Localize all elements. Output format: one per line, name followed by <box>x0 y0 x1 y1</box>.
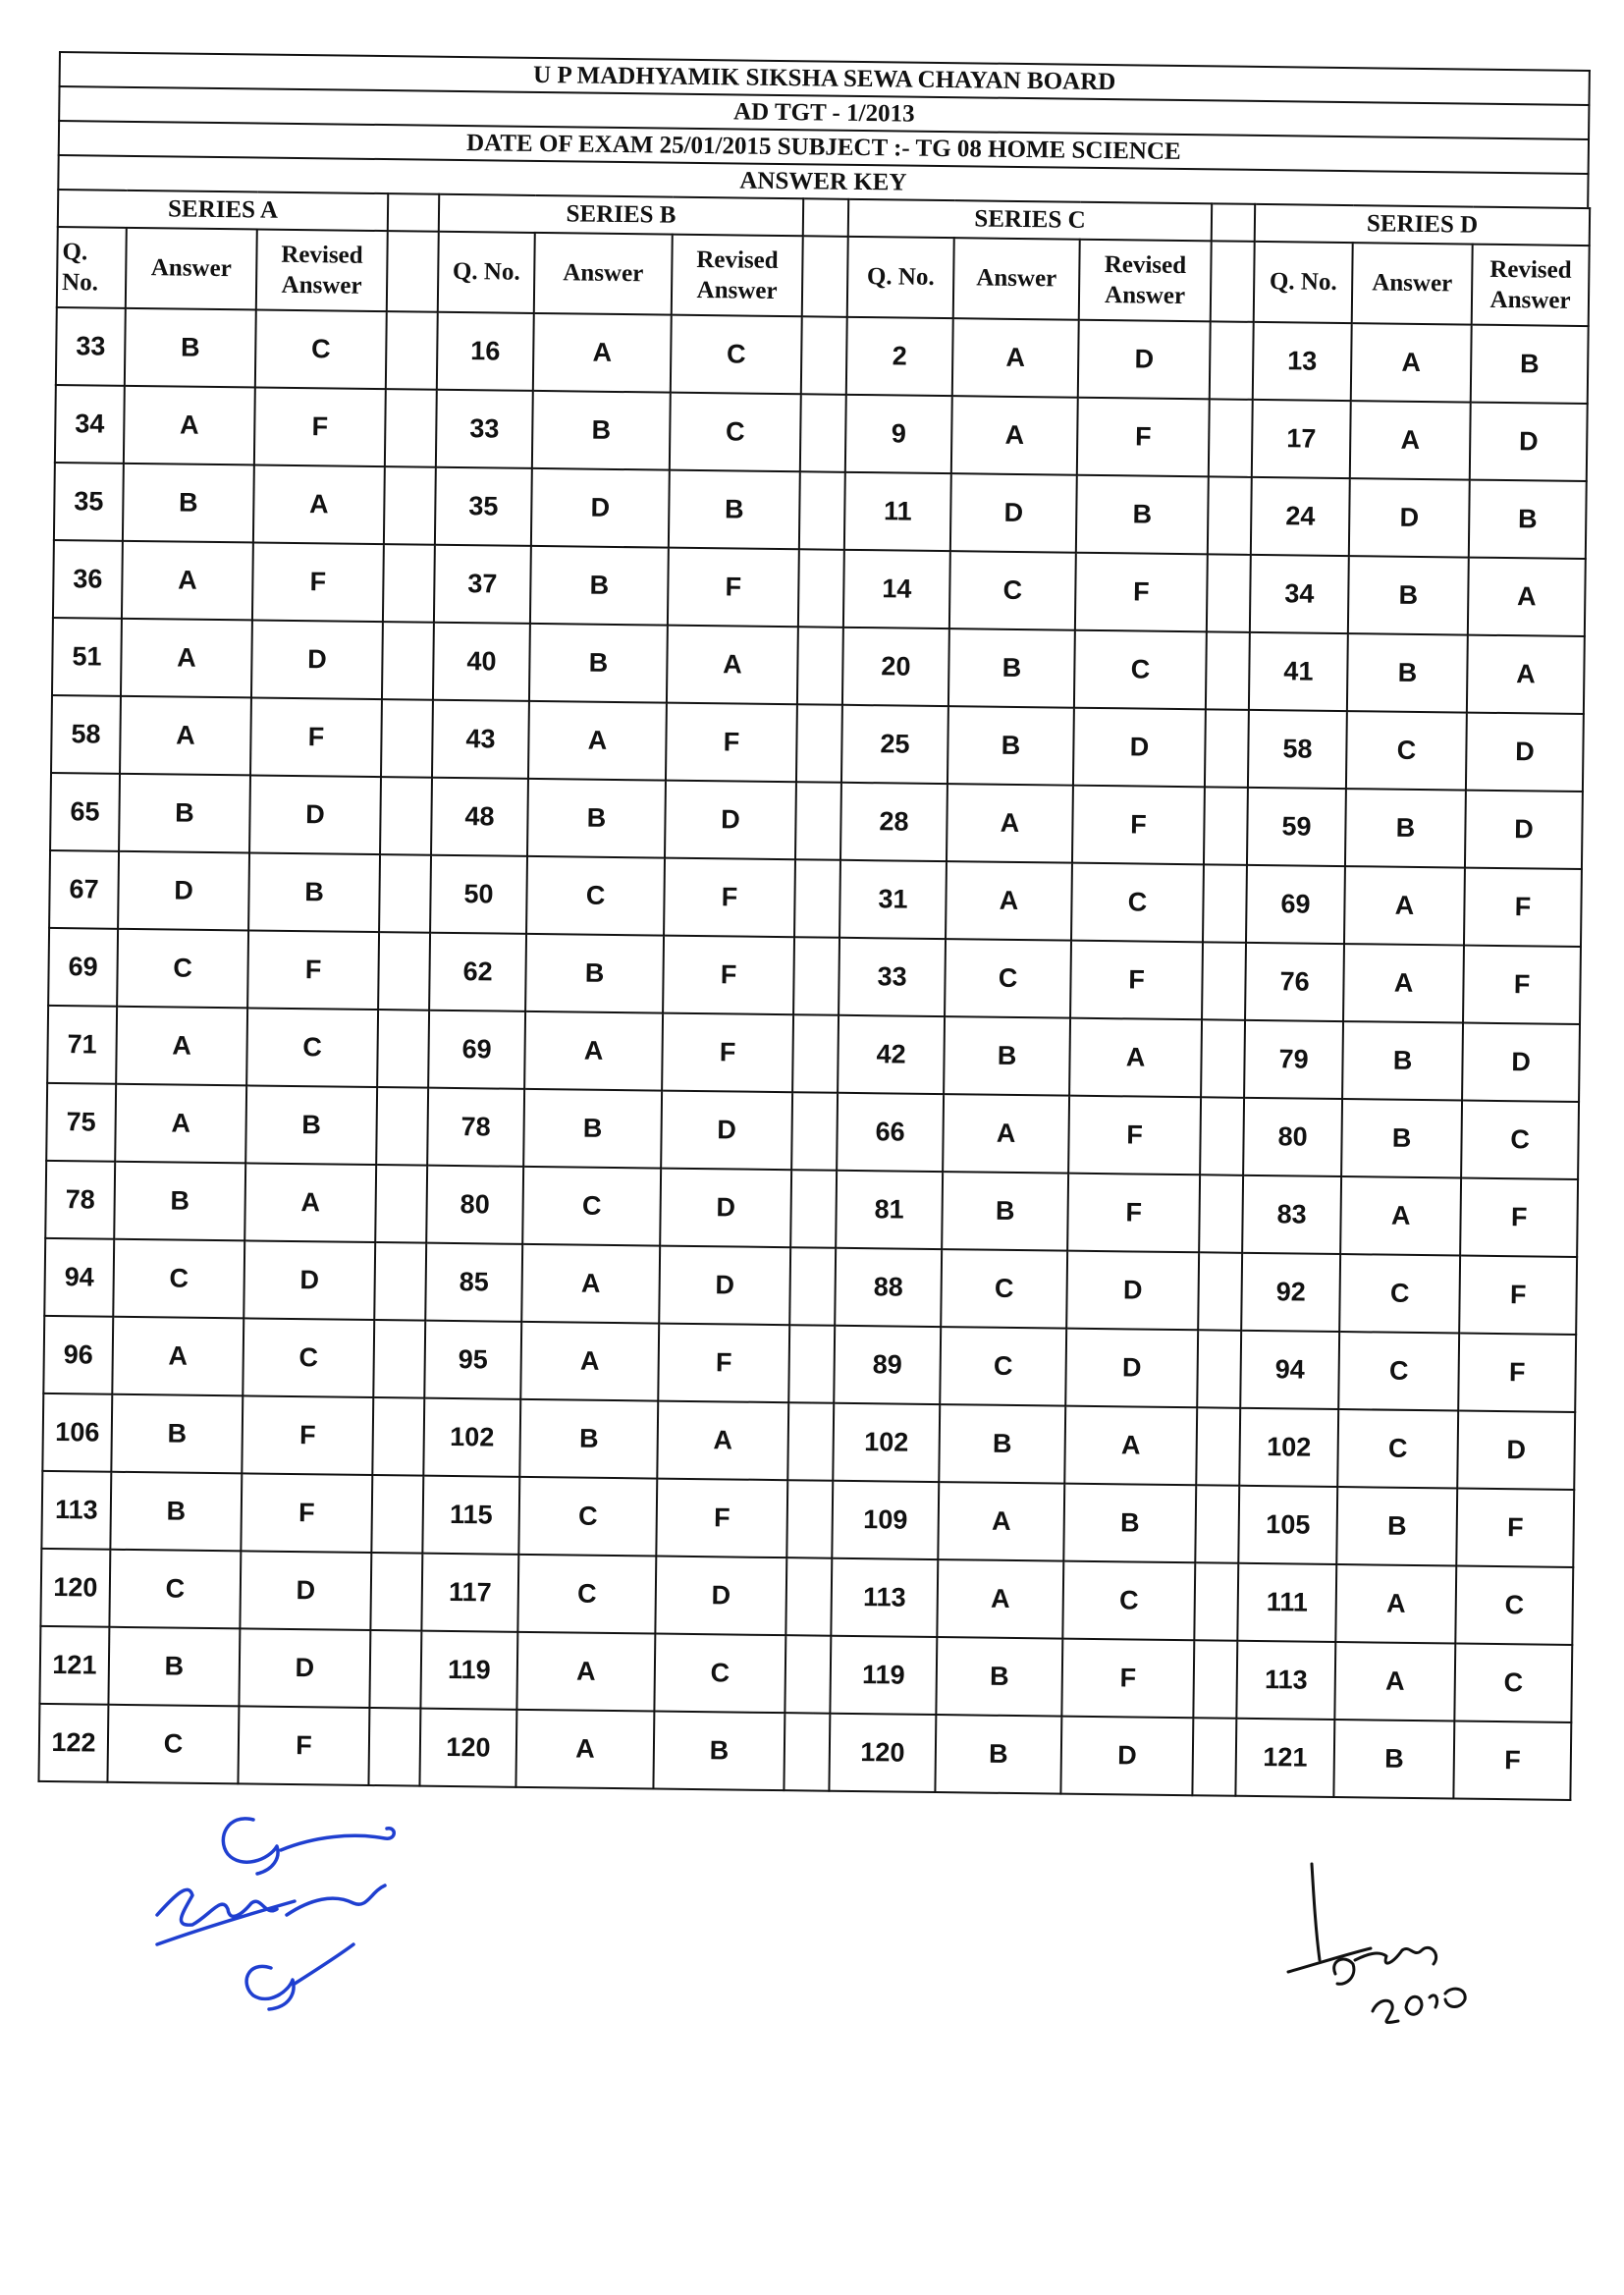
series-a-answer-cell: C <box>109 1550 241 1629</box>
series-b-revised-cell: F <box>668 548 799 628</box>
series-c-revised-cell: F <box>1072 786 1205 865</box>
series-b-revised-cell: D <box>655 1557 786 1636</box>
series-a-revised-cell: D <box>240 1551 371 1630</box>
series-b-revised-cell: D <box>665 781 796 860</box>
series-b-answer-cell: B <box>525 934 664 1013</box>
series-b-qno-cell: 95 <box>424 1321 521 1399</box>
revised-header-a: Revised Answer <box>256 229 388 311</box>
series-d-answer-cell: A <box>1351 323 1472 402</box>
series-b-answer-cell: B <box>529 624 668 703</box>
series-c-revised-cell: B <box>1063 1484 1196 1563</box>
series-b-answer-cell: B <box>532 391 671 470</box>
series-b-revised-cell: F <box>662 1013 793 1093</box>
series-b-answer-cell: A <box>520 1322 659 1401</box>
series-d-qno-cell: 24 <box>1251 477 1350 556</box>
series-d-answer-cell: C <box>1346 711 1467 790</box>
revised-header-c: Revised Answer <box>1079 240 1212 322</box>
answer-header-b: Answer <box>534 233 673 315</box>
series-c-revised-cell: C <box>1071 863 1204 943</box>
series-a-answer-cell: C <box>107 1705 239 1784</box>
series-c-answer-cell: C <box>940 1327 1066 1406</box>
series-b-revised-cell: A <box>667 626 798 705</box>
series-d-revised-cell: D <box>1466 713 1584 792</box>
series-c-revised-cell: F <box>1067 1174 1200 1253</box>
series-b-qno-cell: 40 <box>433 623 530 701</box>
series-c-qno-cell: 25 <box>841 705 948 784</box>
series-d-qno-cell: 59 <box>1247 788 1346 866</box>
revised-header-d: Revised Answer <box>1472 245 1590 326</box>
series-b-answer-cell: C <box>517 1555 656 1634</box>
series-d-revised-cell: D <box>1470 403 1588 481</box>
series-a-answer-cell: C <box>117 929 248 1009</box>
series-c-answer-cell: B <box>948 628 1075 708</box>
series-c-answer-cell: C <box>949 551 1076 630</box>
revised-header-b: Revised Answer <box>672 235 803 317</box>
series-c-revised-cell: C <box>1062 1561 1195 1641</box>
series-a-qno-cell: 65 <box>50 773 120 851</box>
series-a-qno-cell: 106 <box>42 1393 112 1472</box>
series-c-revised-cell: B <box>1076 475 1209 555</box>
series-d-revised-cell: F <box>1456 1489 1574 1567</box>
series-a-revised-cell: F <box>250 697 382 777</box>
series-c-revised-cell: F <box>1068 1096 1201 1175</box>
series-a-qno-cell: 34 <box>55 385 125 464</box>
series-d-revised-cell: F <box>1453 1721 1571 1799</box>
series-d-qno-cell: 76 <box>1245 943 1344 1021</box>
series-b-answer-cell: B <box>530 546 669 626</box>
series-b-revised-cell: B <box>653 1712 785 1791</box>
series-d-answer-cell: C <box>1339 1254 1460 1333</box>
series-b-qno-cell: 37 <box>434 545 531 624</box>
series-c-answer-cell: B <box>947 706 1074 786</box>
series-c-qno-cell: 2 <box>846 317 953 396</box>
series-a-answer-cell: B <box>123 464 254 543</box>
series-c-qno-cell: 120 <box>829 1714 936 1792</box>
series-d-answer-cell: C <box>1337 1409 1458 1488</box>
series-b-revised-cell: D <box>659 1246 790 1326</box>
series-d-revised-cell: A <box>1468 558 1586 636</box>
series-b-qno-cell: 117 <box>421 1554 518 1632</box>
series-c-qno-cell: 81 <box>836 1171 943 1249</box>
series-a-answer-cell: A <box>121 619 252 698</box>
series-d-answer-cell: A <box>1343 944 1464 1022</box>
series-a-answer-cell: A <box>124 386 255 465</box>
series-c-answer-cell: B <box>935 1715 1061 1794</box>
series-a-answer-cell: B <box>108 1627 240 1707</box>
series-a-revised-cell: D <box>244 1240 375 1320</box>
series-d-qno-cell: 121 <box>1235 1719 1334 1797</box>
series-c-qno-cell: 11 <box>844 472 951 551</box>
series-d-qno-cell: 34 <box>1250 555 1349 633</box>
series-d-revised-cell: F <box>1458 1334 1576 1412</box>
series-d-answer-cell: B <box>1348 556 1469 634</box>
series-c-answer-cell: B <box>936 1637 1062 1717</box>
series-a-revised-cell: F <box>238 1706 369 1785</box>
series-d-qno-cell: 111 <box>1237 1563 1336 1642</box>
series-a-revised-cell: D <box>249 775 381 854</box>
series-c-qno-cell: 33 <box>839 938 946 1016</box>
series-c-revised-cell: D <box>1060 1717 1193 1796</box>
series-b-qno-cell: 115 <box>422 1476 519 1555</box>
series-d-qno-cell: 13 <box>1253 322 1352 401</box>
series-b-qno-cell: 119 <box>420 1631 517 1710</box>
series-a-answer-cell: B <box>114 1162 245 1241</box>
series-b-revised-cell: B <box>669 470 800 550</box>
series-c-answer-cell: A <box>951 396 1078 475</box>
series-b-qno-cell: 50 <box>430 855 527 934</box>
series-a-qno-cell: 113 <box>41 1471 111 1550</box>
series-a-qno-cell: 67 <box>49 850 119 929</box>
series-b-qno-cell: 80 <box>426 1166 523 1244</box>
series-d-revised-cell: C <box>1461 1101 1579 1179</box>
series-b-revised-cell: A <box>657 1401 788 1481</box>
series-d-qno-cell: 102 <box>1239 1408 1338 1487</box>
series-c-revised-cell: D <box>1065 1329 1198 1408</box>
series-b-answer-cell: D <box>531 468 670 548</box>
series-d-answer-cell: A <box>1340 1176 1461 1255</box>
qno-header-d: Q. No. <box>1254 242 1353 323</box>
answer-header-c: Answer <box>953 238 1080 320</box>
series-c-qno-cell: 119 <box>830 1636 937 1715</box>
series-b-answer-cell: B <box>527 779 666 858</box>
series-d-revised-cell: F <box>1460 1178 1578 1257</box>
series-d-revised-cell: D <box>1465 791 1583 869</box>
series-d-revised-cell: B <box>1471 325 1589 404</box>
series-c-answer-cell: A <box>947 784 1073 863</box>
series-b-revised-cell: D <box>661 1091 792 1171</box>
series-a-qno-cell: 71 <box>47 1006 117 1084</box>
series-b-revised-cell: C <box>671 315 802 395</box>
series-c-qno-cell: 109 <box>832 1481 939 1559</box>
series-d-answer-cell: B <box>1347 633 1468 712</box>
series-a-revised-cell: D <box>239 1628 370 1708</box>
series-d-answer-cell: C <box>1338 1332 1459 1410</box>
series-c-revised-cell: D <box>1066 1251 1199 1331</box>
series-a-qno-cell: 58 <box>51 695 121 774</box>
series-a-answer-cell: A <box>112 1317 244 1396</box>
series-d-answer-cell: A <box>1334 1642 1455 1721</box>
series-a-qno-cell: 35 <box>54 463 124 541</box>
series-a-revised-cell: B <box>245 1085 377 1165</box>
series-a-revised-cell: F <box>252 542 384 622</box>
series-a-answer-cell: A <box>120 696 251 776</box>
series-a-qno-cell: 33 <box>56 307 126 386</box>
series-d-answer-cell: A <box>1350 401 1471 479</box>
series-a-qno-cell: 94 <box>44 1238 114 1317</box>
series-d-answer-cell: B <box>1345 789 1466 867</box>
series-d-answer-cell: B <box>1341 1099 1462 1177</box>
series-b-answer-cell: A <box>533 313 672 393</box>
series-b-revised-cell: F <box>656 1479 787 1558</box>
right-handwritten-signature <box>1288 1864 1465 2023</box>
series-c-revised-cell: F <box>1075 553 1208 632</box>
series-c-qno-cell: 20 <box>842 628 949 706</box>
series-a-qno-cell: 78 <box>45 1161 115 1239</box>
series-c-answer-cell: B <box>939 1404 1065 1484</box>
series-c-revised-cell: A <box>1069 1018 1202 1098</box>
series-a-answer-cell: A <box>122 541 253 621</box>
series-b-revised-cell: D <box>660 1169 791 1248</box>
series-d-qno-cell: 94 <box>1240 1331 1339 1409</box>
series-a-qno-cell: 51 <box>52 618 122 696</box>
series-a-revised-cell: C <box>255 309 387 389</box>
series-b-qno-cell: 33 <box>436 390 533 468</box>
series-d-qno-cell: 41 <box>1249 632 1348 711</box>
series-a-answer-cell: A <box>116 1007 247 1086</box>
series-a-answer-cell: B <box>110 1472 242 1552</box>
series-d-qno-cell: 92 <box>1241 1253 1340 1332</box>
series-b-qno-cell: 69 <box>428 1011 525 1089</box>
series-c-revised-cell: F <box>1061 1639 1194 1719</box>
qno-header-b: Q. No. <box>438 232 535 313</box>
series-d-revised-cell: C <box>1454 1643 1572 1721</box>
series-c-revised-cell: D <box>1073 708 1206 788</box>
series-c-answer-cell: A <box>946 861 1072 941</box>
qno-header-a: Q. No. <box>57 227 127 308</box>
series-c-revised-cell: A <box>1064 1406 1197 1486</box>
series-c-answer-cell: A <box>938 1482 1064 1561</box>
answer-header-a: Answer <box>126 228 257 310</box>
series-a-qno-cell: 121 <box>39 1626 109 1705</box>
series-d-answer-cell: A <box>1335 1564 1456 1643</box>
series-c-qno-cell: 113 <box>831 1558 938 1637</box>
series-c-answer-cell: B <box>944 1016 1070 1096</box>
series-c-answer-cell: A <box>943 1094 1069 1174</box>
series-a-revised-cell: D <box>251 620 383 699</box>
series-d-revised-cell: B <box>1469 480 1587 559</box>
series-b-answer-cell: A <box>528 701 667 781</box>
series-c-revised-cell: D <box>1078 320 1211 400</box>
series-b-revised-cell: F <box>663 936 794 1015</box>
series-c-answer-cell: B <box>942 1172 1068 1251</box>
series-a-qno-cell: 36 <box>53 540 123 619</box>
series-d-revised-cell: A <box>1467 635 1585 714</box>
series-d-revised-cell: C <box>1455 1566 1573 1645</box>
series-d-revised-cell: F <box>1464 868 1582 947</box>
series-b-revised-cell: F <box>666 703 797 783</box>
series-a-header: SERIES A <box>58 190 388 231</box>
series-b-revised-cell: F <box>658 1324 789 1403</box>
series-c-qno-cell: 88 <box>835 1248 942 1327</box>
series-c-qno-cell: 102 <box>833 1403 940 1482</box>
left-handwritten-initials <box>157 1819 394 2009</box>
series-a-qno-cell: 120 <box>40 1549 110 1627</box>
series-a-revised-cell: F <box>254 387 386 466</box>
series-c-qno-cell: 14 <box>843 550 950 628</box>
series-b-answer-cell: C <box>522 1167 661 1246</box>
series-a-qno-cell: 122 <box>38 1704 108 1782</box>
series-b-answer-cell: A <box>524 1011 663 1091</box>
series-d-revised-cell: F <box>1463 946 1581 1024</box>
exam-title: AD TGT - 1/2013 <box>58 85 1590 138</box>
series-a-answer-cell: B <box>111 1394 243 1474</box>
series-b-header: SERIES B <box>439 194 803 237</box>
series-b-answer-cell: A <box>521 1244 660 1324</box>
series-d-answer-cell: A <box>1344 866 1465 945</box>
series-c-revised-cell: F <box>1070 941 1203 1020</box>
series-b-qno-cell: 48 <box>431 778 528 856</box>
series-a-revised-cell: A <box>253 464 385 544</box>
series-a-answer-cell: B <box>125 308 256 388</box>
series-d-answer-cell: B <box>1336 1487 1457 1565</box>
series-b-answer-cell: C <box>526 856 665 936</box>
series-d-qno-cell: 58 <box>1248 710 1347 789</box>
series-b-answer-cell: A <box>516 1632 655 1712</box>
series-d-answer-cell: B <box>1333 1720 1454 1798</box>
date-subject-line: DATE OF EXAM 25/01/2015 SUBJECT :- TG 08 HOME SCIENCE <box>58 120 1590 173</box>
series-d-qno-cell: 79 <box>1244 1020 1343 1099</box>
series-d-revised-cell: D <box>1457 1411 1575 1490</box>
series-d-qno-cell: 17 <box>1252 400 1351 478</box>
series-c-qno-cell: 42 <box>838 1015 945 1094</box>
series-d-answer-cell: B <box>1342 1021 1463 1100</box>
series-c-qno-cell: 31 <box>839 860 947 939</box>
qno-header-c: Q. No. <box>847 237 954 318</box>
series-a-revised-cell: F <box>247 930 379 1010</box>
series-b-answer-cell: A <box>515 1710 654 1789</box>
series-a-revised-cell: C <box>246 1008 378 1087</box>
answer-header-d: Answer <box>1352 243 1473 324</box>
series-a-qno-cell: 69 <box>48 928 118 1007</box>
series-c-revised-cell: F <box>1077 398 1210 477</box>
series-a-qno-cell: 75 <box>46 1083 116 1162</box>
series-a-revised-cell: F <box>241 1473 372 1553</box>
series-b-revised-cell: C <box>670 393 801 472</box>
series-b-qno-cell: 102 <box>423 1398 520 1477</box>
series-b-answer-cell: C <box>518 1477 657 1557</box>
series-a-answer-cell: C <box>113 1239 244 1319</box>
series-b-qno-cell: 78 <box>427 1088 524 1167</box>
series-c-answer-cell: C <box>945 939 1071 1018</box>
series-b-qno-cell: 85 <box>425 1243 522 1322</box>
series-a-answer-cell: B <box>119 774 250 853</box>
series-b-qno-cell: 62 <box>429 933 526 1011</box>
series-a-answer-cell: A <box>115 1084 246 1164</box>
series-b-qno-cell: 120 <box>419 1709 516 1787</box>
series-a-revised-cell: A <box>244 1163 376 1242</box>
series-a-revised-cell: F <box>242 1395 373 1475</box>
series-c-qno-cell: 66 <box>837 1093 944 1172</box>
series-a-answer-cell: D <box>118 851 249 931</box>
series-c-header: SERIES C <box>848 199 1212 242</box>
series-c-qno-cell: 89 <box>834 1326 941 1404</box>
series-d-qno-cell: 80 <box>1243 1098 1342 1176</box>
series-c-answer-cell: A <box>937 1559 1063 1639</box>
series-b-answer-cell: B <box>519 1399 658 1479</box>
board-title: U P MADHYAMIK SIKSHA SEWA CHAYAN BOARD <box>59 51 1591 104</box>
series-d-qno-cell: 83 <box>1242 1175 1341 1254</box>
series-d-revised-cell: F <box>1459 1256 1577 1335</box>
series-d-qno-cell: 113 <box>1236 1641 1335 1720</box>
series-c-revised-cell: C <box>1074 630 1207 710</box>
series-d-revised-cell: D <box>1462 1023 1580 1102</box>
answer-key-title: ANSWER KEY <box>57 154 1589 207</box>
series-b-revised-cell: F <box>664 858 795 938</box>
series-b-qno-cell: 35 <box>435 467 532 546</box>
series-c-answer-cell: A <box>952 318 1079 398</box>
series-a-revised-cell: C <box>243 1318 374 1397</box>
series-c-qno-cell: 9 <box>845 395 952 473</box>
series-a-revised-cell: B <box>248 852 380 932</box>
series-c-qno-cell: 28 <box>840 783 947 861</box>
series-d-answer-cell: D <box>1349 478 1470 557</box>
series-b-qno-cell: 43 <box>432 700 529 779</box>
series-d-qno-cell: 105 <box>1238 1486 1337 1564</box>
series-a-qno-cell: 96 <box>43 1316 113 1394</box>
series-b-revised-cell: C <box>654 1634 785 1714</box>
series-b-qno-cell: 16 <box>437 312 534 391</box>
series-c-answer-cell: C <box>941 1249 1067 1329</box>
series-c-answer-cell: D <box>950 473 1077 553</box>
series-d-qno-cell: 69 <box>1246 865 1345 944</box>
series-d-header: SERIES D <box>1255 204 1590 246</box>
series-b-answer-cell: B <box>523 1089 662 1169</box>
